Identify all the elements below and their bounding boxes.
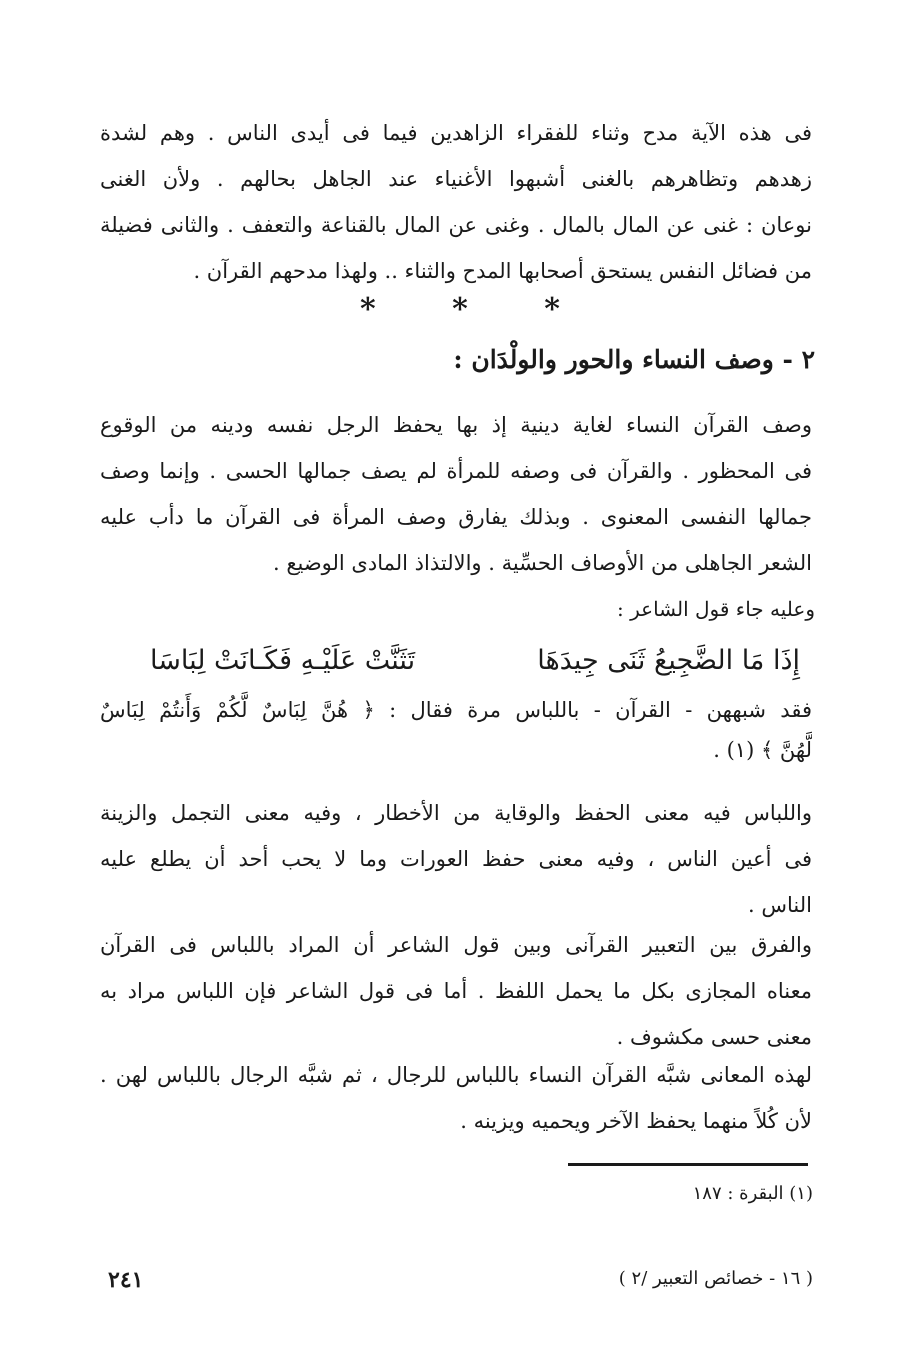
text-line: لأن كُلاً منهما يحفظ الآخر ويحميه ويزينه . <box>460 1109 812 1133</box>
text-line: فى هذه الآية مدح وثناء للفقراء الزاهدين فيما فى أيدى الناس . وهم لشدة <box>100 121 812 145</box>
paragraph-description <box>100 402 812 586</box>
section-separator <box>360 292 560 327</box>
running-footer: ( ١٦ - خصائص التعبير /٢ ) <box>618 1268 813 1289</box>
poem-verse <box>150 638 800 684</box>
text-line: والفرق بين التعبير القرآنى وبين قول الشاعر أن المراد باللباس فى القرآن <box>100 933 812 957</box>
text-line: نوعان : غنى عن المال بالمال . وغنى عن المال بالقناعة والتعفف . والثانى فضيلة <box>100 213 812 237</box>
footnote: (١) البقرة : ١٨٧ <box>692 1183 813 1204</box>
text-line: الناس . <box>748 893 812 917</box>
footnote-divider <box>568 1163 808 1166</box>
text-line: لَّهُنَّ ﴾ (١) . <box>713 738 812 762</box>
section-heading: ٢ - وصف النساء والحور والولْدَان : <box>453 345 815 374</box>
separator-star: * <box>360 292 376 327</box>
paragraph-quran-quote <box>100 690 812 770</box>
text-line: معنى حسى مكشوف . <box>616 1025 812 1049</box>
text-line: فى أعين الناس ، وفيه معنى حفظ العورات وما لا يحب أحد أن يطلع عليه <box>100 847 812 871</box>
verse-second-hemistich: تَثَنَّتْ عَلَيْـهِ فَكَـانَتْ لِبَاسَا <box>150 645 416 676</box>
text-line: فى المحظور . والقرآن فى وصفه للمرأة لم يصف جمالها الحسى . وإنما وصف <box>100 459 812 483</box>
paragraph-intro <box>100 110 812 294</box>
paragraph-difference <box>100 922 812 1060</box>
text-line: زهدهم وتظاهرهم بالغنى أشبهوا الأغنياء عند الجاهل بحالهم . ولأن الغنى <box>100 167 812 191</box>
separator-star: * <box>544 292 560 327</box>
text-line: من فضائل النفس يستحق أصحابها المدح والثناء .. ولهذا مدحهم القرآن . <box>193 259 812 283</box>
text-line: واللباس فيه معنى الحفظ والوقاية من الأخطار ، وفيه معنى التجمل والزينة <box>100 801 812 825</box>
text-line: الشعر الجاهلى من الأوصاف الحسِّية . والالتذاذ المادى الوضيع . <box>272 551 812 575</box>
text-line: معناه المجازى بكل ما يحمل اللفظ . أما فى قول الشاعر فإن اللباس مراد به <box>100 979 812 1003</box>
separator-star: * <box>452 292 468 327</box>
paragraph-conclusion <box>100 1052 812 1144</box>
text-line: وصف القرآن النساء لغاية دينية إذ بها يحفظ الرجل نفسه ودينه من الوقوع <box>100 413 812 437</box>
text-line: فقد شبههن - القرآن - باللباس مرة فقال : ﴿ هُنَّ لِبَاسٌ لَّكُمْ وَأَنتُمْ لِبَاسٌ <box>100 698 812 722</box>
text-line: جمالها النفسى المعنوى . وبذلك يفارق وصف المرأة فى القرآن ما دأب عليه <box>100 505 812 529</box>
page-number: ٢٤١ <box>108 1267 144 1293</box>
paragraph-clothing-meaning <box>100 790 812 928</box>
poem-intro: وعليه جاء قول الشاعر : <box>617 597 815 621</box>
verse-first-hemistich: إِذَا مَا الضَّجِيعُ ثَنَى جِيدَهَا <box>537 645 800 676</box>
text-line: لهذه المعانى شبَّه القرآن النساء باللباس للرجال ، ثم شبَّه الرجال باللباس لهن . <box>100 1063 812 1087</box>
